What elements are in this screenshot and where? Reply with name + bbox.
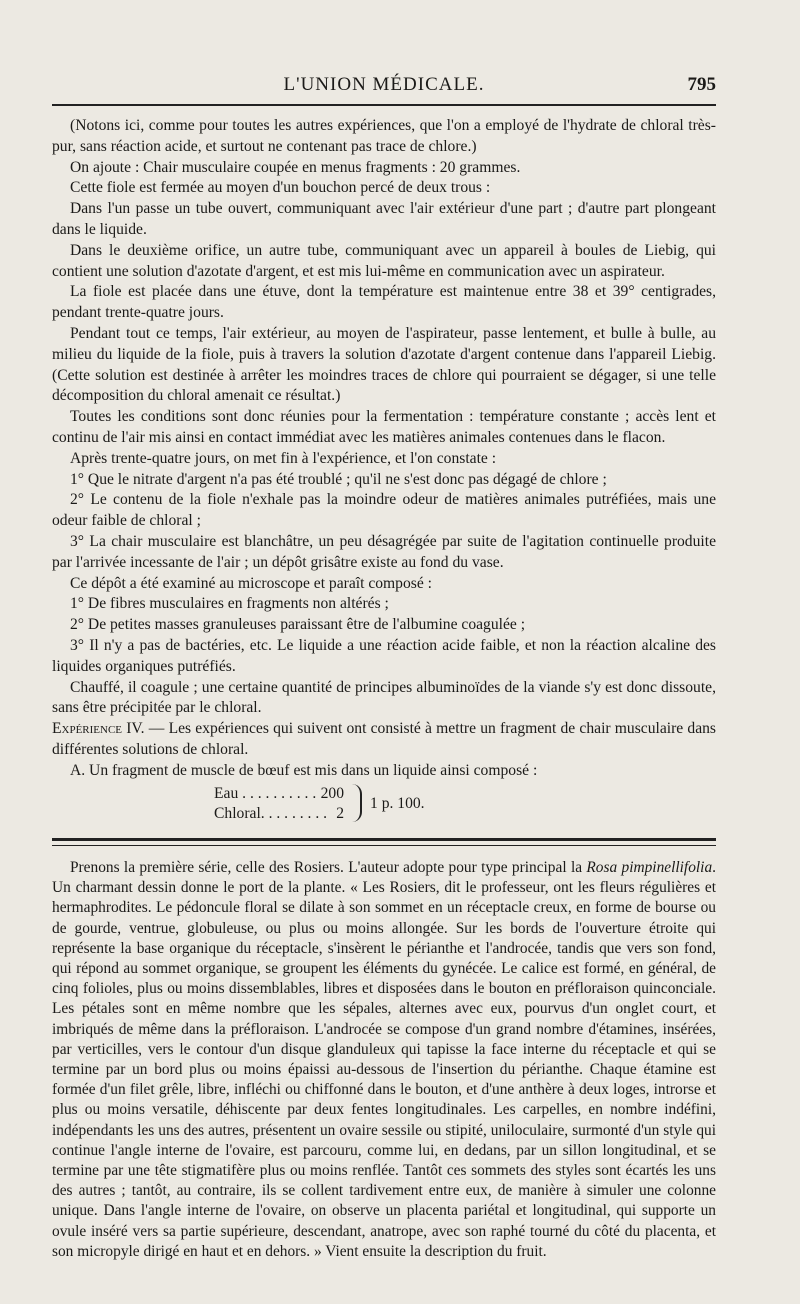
page-number: 795 bbox=[687, 74, 716, 95]
header-rule bbox=[52, 104, 716, 106]
list-item: 3° Il n'y a pas de bactéries, etc. Le liquide a une réaction acide faible, et non la réaction alcaline des liquides organiques putréfiés. bbox=[52, 636, 716, 675]
species-name: Rosa pimpinellifolia bbox=[586, 859, 713, 876]
formula-row-label: Eau . . . . . . . . . . bbox=[214, 784, 317, 802]
paragraph: Ce dépôt a été examiné au microscope et paraît composé : bbox=[70, 574, 432, 592]
formula-row-value: 200 bbox=[320, 784, 344, 802]
section-rule-thin bbox=[52, 845, 716, 846]
experiment-label: Expérience IV. bbox=[52, 720, 145, 738]
list-item: 2° Le contenu de la fiole n'exhale pas la moindre odeur de matières animales putréfiées, mais une odeur faible de chloral ; bbox=[52, 491, 716, 530]
experiment-paragraph bbox=[52, 719, 716, 761]
paragraph: Chauffé, il coagule ; une certaine quantité de principes albuminoïdes de la viande s'y est donc dissoute, sans être précipitée par le chloral. bbox=[52, 678, 716, 717]
paragraph: (Notons ici, comme pour toutes les autres expériences, que l'on a employé de l'hydrate de chloral très-pur, sans réaction acide, et surtout ne contenant pas trace de chlore.) bbox=[52, 117, 716, 155]
paragraph: La fiole est placée dans une étuve, dont la température est maintenue entre 38 et 39° centigrades, pendant trente-quatre jours. bbox=[52, 283, 716, 322]
paragraph: Dans l'un passe un tube ouvert, communiquant avec l'air extérieur d'une part ; d'autre part plongeant dans le liquide. bbox=[52, 200, 716, 238]
paragraph bbox=[52, 858, 716, 1262]
paragraph: On ajoute : Chair musculaire coupée en menus fragments : 20 grammes. bbox=[70, 158, 521, 176]
experiment-text: — Les expériences qui suivent ont consisté à mettre un fragment de chair musculaire dans différentes solutions de chloral. bbox=[52, 720, 716, 758]
text-run: . Un charmant dessin donne le port de la plante. « Les Rosiers, dit le professeur, ont les fleurs régulières et hermaphrodites. Le pédoncule floral se dilate à son sommet en un réceptacle creux, en forme de bourse ou de gourde, ventrue, globuleuse, ou plus ou moins allongée. Sur les bords de l'ouverture étroite qui représente la base organique du réceptacle, s'insèrent le périanthe et l'androcée, tandis que vers son fond, qui répond au sommet organique, se groupent les éléments du gynécée. Le calice est formé, en général, de cinq folioles, plus ou moins dissemblables, libres et disposées dans le bouton en préfloraison quinconciale. Les pétales sont en même nombre que les sépales, alternes avec eux, pourvus d'un onglet court, et imbriqués de même dans la préfloraison. L'androcée se compose d'un grand nombre d'étamines, insérées, par verticilles, vers le contour d'un disque glanduleux qui tapisse la face interne du réceptacle et qui se termine par un bord plus ou moins épaissi au-dessous de l'insertion du périanthe. Chaque étamine est formée d'un filet grêle, libre, infléchi ou chiffonné dans le bouton, et d'une anthère à deux loges, introrse et plus ou moins versatile, déhiscente par deux fentes longitudinales. Les carpelles, en nombre indéfini, indépendants les uns des autres, présentent un ovaire sessile ou stipité, uniloculaire, surmonté d'un style qui continue l'angle interne de l'ovaire, est parcouru, comme lui, en dedans, par un sillon longitudinal, et se termine par une tête stigmatifère plus ou moins renflée. Tantôt ces sommets des styles sont écartés les uns des autres ; tantôt, au contraire, ils se collent tardivement entre eux, de manière à simuler une colonne unique. Dans l'angle interne de l'ovaire, on observe un placenta pariétal et longitudinal, qui supporte un ovule inséré vers sa partie supérieure, descendant, anatrope, avec son raphé tourné du côté du placenta, et son micropyle dirigé en haut et en dehors. » Vient ensuite la description du fruit. bbox=[52, 859, 716, 1260]
paragraph: Pendant tout ce temps, l'air extérieur, au moyen de l'aspirateur, passe lentement, et bulle à bulle, au milieu du liquide de la fiole, puis à travers la solution d'azotate d'argent contenue dans l'appareil Liebig. (Cette solution est destinée à arrêter les moindres traces de chlore qui pourraient se dégager, si une telle décomposition du chloral amenait ce résultat.) bbox=[52, 324, 716, 405]
solution-formula bbox=[52, 784, 716, 828]
formula-row-value: 2 bbox=[336, 804, 344, 822]
paragraph: Après trente-quatre jours, on met fin à l'expérience, et l'on constate : bbox=[70, 449, 497, 467]
page-header bbox=[52, 74, 716, 102]
formula-row-label: Chloral. . . . . . . . . bbox=[214, 804, 328, 822]
list-item: 1° De fibres musculaires en fragments non altérés ; bbox=[70, 595, 389, 613]
paragraph: A. Un fragment de muscle de bœuf est mis dans un liquide ainsi composé : bbox=[70, 761, 538, 779]
list-item: 1° Que le nitrate d'argent n'a pas été troublé ; qu'il ne s'est donc pas dégagé de chlore ; bbox=[70, 470, 607, 488]
formula-ratio: 1 p. 100. bbox=[370, 794, 425, 812]
list-item: 2° De petites masses granuleuses paraissant être de l'albumine coagulée ; bbox=[70, 616, 526, 634]
text-run: Prenons la première série, celle des Rosiers. L'auteur adopte pour type principal la bbox=[70, 859, 587, 876]
paragraph: Toutes les conditions sont donc réunies pour la fermentation : température constante ; accès lent et continu de l'air mis ainsi en contact immédiat avec les matières animales contenues dans le flacon. bbox=[52, 408, 716, 446]
article-experiments bbox=[52, 116, 716, 828]
brace-icon bbox=[352, 784, 362, 822]
section-rule-thick bbox=[52, 838, 716, 841]
paragraph: Cette fiole est fermée au moyen d'un bouchon percé de deux trous : bbox=[70, 179, 491, 197]
running-title: L'UNION MÉDICALE. bbox=[283, 74, 485, 95]
list-item: 3° La chair musculaire est blanchâtre, un peu désagrégée par suite de l'agitation continuelle produite par l'arrivée incessante de l'air ; un dépôt grisâtre existe au fond du vase. bbox=[52, 532, 716, 571]
article-rosiers bbox=[52, 858, 716, 1262]
paragraph: Dans le deuxième orifice, un autre tube, communiquant avec un appareil à boules de Liebig, qui contient une solution d'azotate d'argent, et est mis lui-même en communication avec un aspirateur. bbox=[52, 241, 716, 280]
